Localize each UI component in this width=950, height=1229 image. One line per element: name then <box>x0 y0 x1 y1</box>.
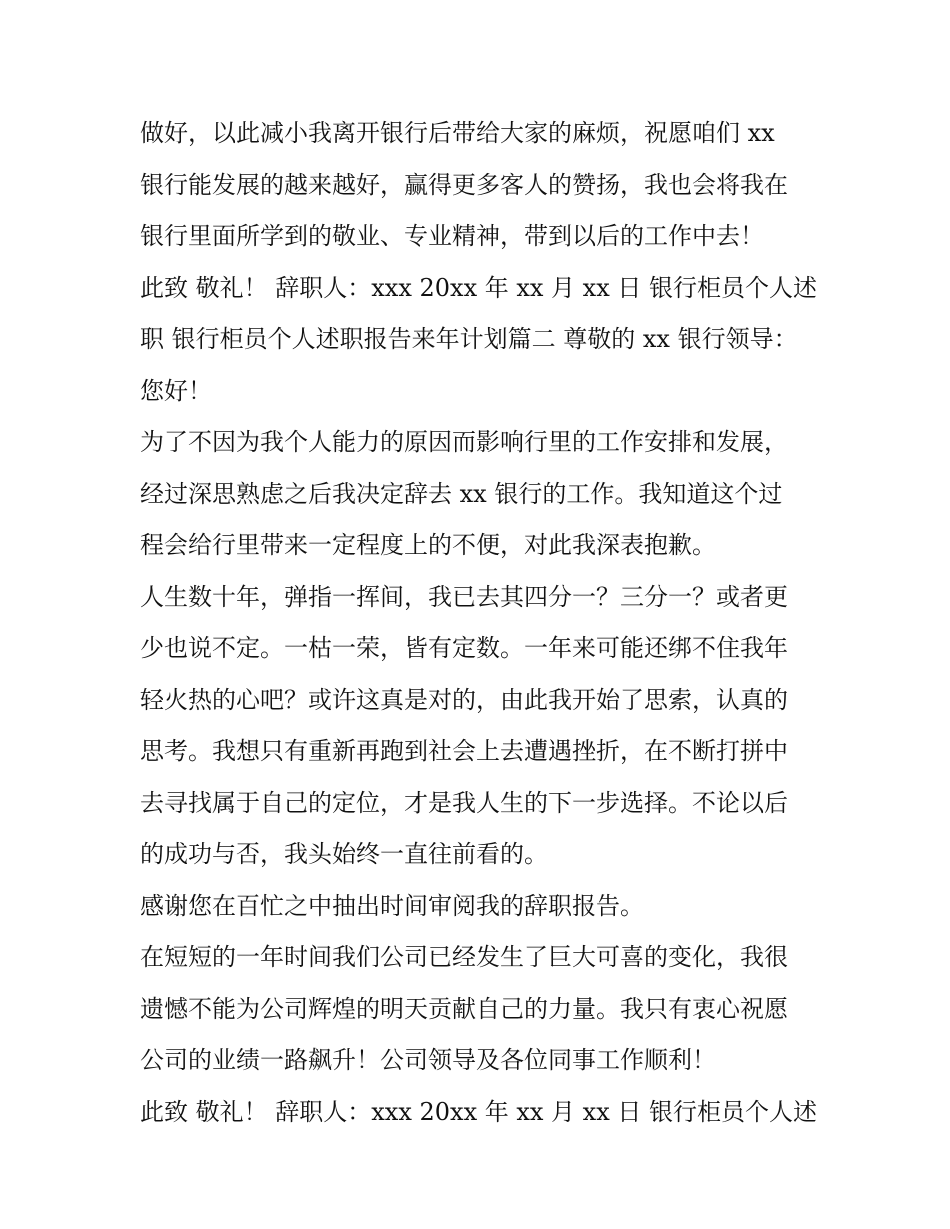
text-line: 您好！ <box>140 376 212 405</box>
text-line: 此致 敬礼！ 辞职人：xxx 20xx 年 xx 月 xx 日 银行柜员个人述 <box>140 1097 818 1126</box>
text-line: 银行里面所学到的敬业、专业精神，带到以后的工作中去！ <box>140 222 764 250</box>
text-line: 少也说不定。一枯一荣，皆有定数。一年来可能还绑不住我年 <box>140 634 788 662</box>
text-line: 遗憾不能为公司辉煌的明天贡献自己的力量。我只有衷心祝愿 <box>140 994 788 1023</box>
text-line: 做好，以此减小我离开银行后带给大家的麻烦，祝愿咱们 xx <box>140 119 775 147</box>
text-line: 公司的业绩一路飙升！公司领导及各位同事工作顺利！ <box>140 1046 716 1074</box>
document-body <box>140 108 820 1138</box>
text-line: 去寻找属于自己的定位，才是我人生的下一步选择。不论以后 <box>140 788 788 817</box>
text-line: 轻火热的心吧？或许这真是对的，由此我开始了思索，认真的 <box>140 685 788 714</box>
text-line: 职 银行柜员个人述职报告来年计划篇二 尊敬的 xx 银行领导： <box>140 325 798 353</box>
text-line: 人生数十年，弹指一挥间，我已去其四分一？三分一？或者更 <box>140 582 788 611</box>
text-line: 在短短的一年时间我们公司已经发生了巨大可喜的变化，我很 <box>140 943 788 971</box>
text-line: 的成功与否，我头始终一直往前看的。 <box>140 840 548 868</box>
text-line: 程会给行里带来一定程度上的不便，对此我深表抱歉。 <box>140 531 716 559</box>
text-line: 为了不因为我个人能力的原因而影响行里的工作安排和发展， <box>140 428 788 456</box>
text-line: 思考。我想只有重新再跑到社会上去遭遇挫折，在不断打拼中 <box>140 737 788 765</box>
text-line: 银行能发展的越来越好，赢得更多客人的赞扬，我也会将我在 <box>140 170 788 199</box>
text-line: 感谢您在百忙之中抽出时间审阅我的辞职报告。 <box>140 891 644 920</box>
text-line: 此致 敬礼！ 辞职人：xxx 20xx 年 xx 月 xx 日 银行柜员个人述 <box>140 273 818 302</box>
text-line: 经过深思熟虑之后我决定辞去 xx 银行的工作。我知道这个过 <box>140 479 783 508</box>
